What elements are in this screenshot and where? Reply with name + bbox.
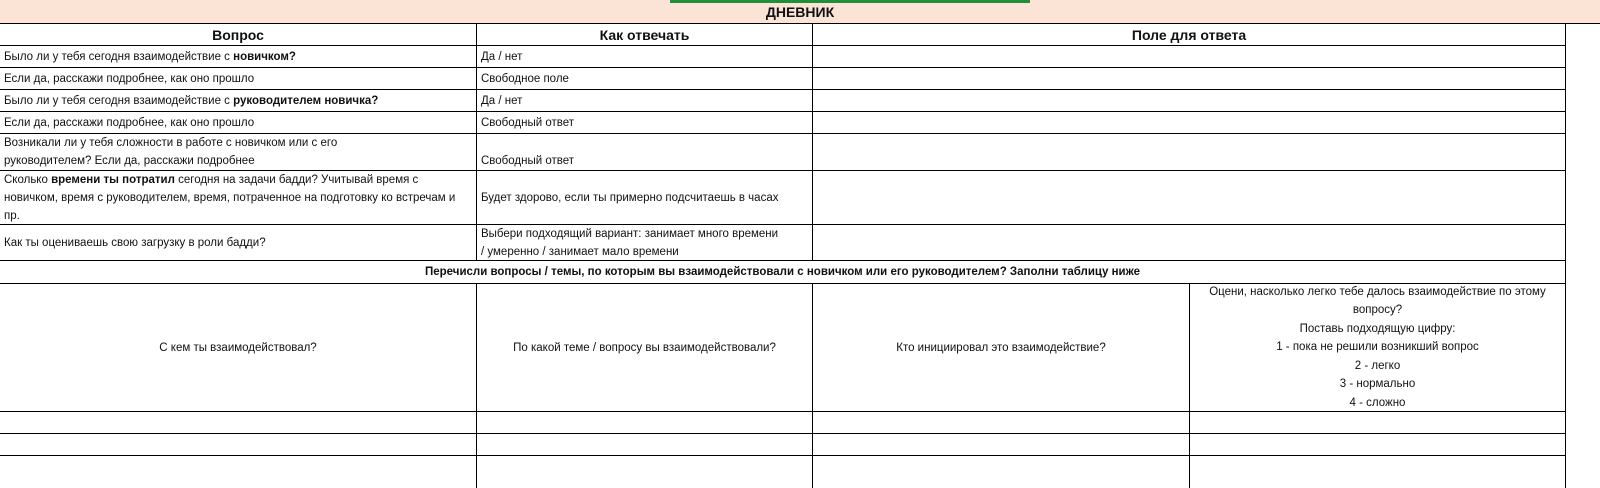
row-7-answer-cell[interactable] <box>813 225 1566 261</box>
t2-rating-option-4: 4 - сложно <box>1349 396 1406 409</box>
t2-row-1-topic[interactable] <box>477 412 813 434</box>
row-6-answer-cell[interactable] <box>813 171 1566 225</box>
row-5-how[interactable] <box>477 134 813 171</box>
row-2-how-text: Свободное поле <box>481 72 569 85</box>
row-4-how-text: Свободный ответ <box>481 116 575 129</box>
row-6-how[interactable] <box>477 171 813 225</box>
row-4-question[interactable] <box>0 112 477 134</box>
t2-rating-question: Оцени, насколько легко тебе далось взаимодействие по этому вопросу? <box>1209 285 1546 317</box>
row-3-how-text: Да / нет <box>481 94 523 107</box>
t2-row-3-initiator[interactable] <box>813 456 1190 488</box>
row-7-how-text: Выбери подходящий вариант: занимает много времени / умеренно / занимает мало времени <box>481 227 779 258</box>
t2-row-2-initiator[interactable] <box>813 434 1190 456</box>
row-5-question[interactable] <box>0 134 477 171</box>
section-instructions-text: Перечисли вопросы / темы, по которым вы взаимодействовали с новичком или его руководителем? Заполни таблицу ниже <box>424 266 1141 278</box>
header-question-label: Вопрос <box>212 26 264 43</box>
row-6-how-text: Будет здорово, если ты примерно подсчитаешь в часах <box>481 191 779 204</box>
header-answer-label: Поле для ответа <box>1131 26 1247 43</box>
row-5-how-text: Свободный ответ <box>481 155 575 167</box>
row-3-how[interactable] <box>477 90 813 112</box>
t2-row-1-with-whom[interactable] <box>0 412 477 434</box>
t2-row-3-rating[interactable] <box>1190 456 1566 488</box>
diary-title: ДНЕВНИК <box>765 3 835 20</box>
row-2-question-text: Если да, расскажи подробнее, как оно прошло <box>4 72 255 85</box>
t2-rating-option-3: 3 - нормально <box>1339 378 1416 391</box>
row-4-how[interactable] <box>477 112 813 134</box>
t2-header-initiator[interactable] <box>813 284 1190 412</box>
row-3-question-bold: руководителем новичка? <box>233 94 379 107</box>
t2-rating-option-2: 2 - легко <box>1354 359 1401 372</box>
row-4-answer-cell[interactable] <box>813 112 1566 134</box>
header-how[interactable] <box>477 24 813 46</box>
t2-header-rating[interactable] <box>1190 284 1566 412</box>
header-question[interactable] <box>0 24 477 46</box>
row-7-question-text: Как ты оцениваешь свою загрузку в роли бадди? <box>4 236 266 249</box>
diary-title-row[interactable] <box>0 0 1600 24</box>
t2-header-with-whom-text: С кем ты взаимодействовал? <box>159 341 317 354</box>
t2-row-2-topic[interactable] <box>477 434 813 456</box>
t2-row-3-topic[interactable] <box>477 456 813 488</box>
row-1-how-text: Да / нет <box>481 50 523 63</box>
row-6-question[interactable] <box>0 171 477 225</box>
t2-header-with-whom[interactable] <box>0 284 477 412</box>
t2-row-1-initiator[interactable] <box>813 412 1190 434</box>
t2-row-3-with-whom[interactable] <box>0 456 477 488</box>
header-answer[interactable] <box>813 24 1566 46</box>
row-3-answer-cell[interactable] <box>813 90 1566 112</box>
t2-header-topic[interactable] <box>477 284 813 412</box>
row-5-answer-cell[interactable] <box>813 134 1566 171</box>
row-2-question[interactable] <box>0 68 477 90</box>
row-1-question[interactable] <box>0 46 477 68</box>
selection-indicator <box>670 0 1030 3</box>
row-1-answer-cell[interactable] <box>813 46 1566 68</box>
row-6-question-text: Сколько <box>4 174 52 186</box>
t2-header-topic-text: По какой теме / вопросу вы взаимодействовали? <box>513 341 776 354</box>
section-instructions[interactable] <box>0 261 1566 284</box>
row-2-how[interactable] <box>477 68 813 90</box>
row-3-question[interactable] <box>0 90 477 112</box>
row-2-answer-cell[interactable] <box>813 68 1566 90</box>
row-4-question-text: Если да, расскажи подробнее, как оно прошло <box>4 116 255 129</box>
row-6-question-text-cont: сегодня на задачи бадди? Учитывай время с новичком, время с руководителем, время, потраченное на подготовку ко встречам и пр. <box>4 174 456 222</box>
row-3-question-text: Было ли у тебя сегодня взаимодействие с <box>4 94 234 107</box>
row-7-how[interactable] <box>477 225 813 261</box>
t2-row-2-rating[interactable] <box>1190 434 1566 456</box>
t2-rating-instruction: Поставь подходящую цифру: <box>1299 322 1456 335</box>
header-how-label: Как отвечать <box>599 26 690 43</box>
row-1-question-text: Было ли у тебя сегодня взаимодействие с <box>4 50 234 63</box>
t2-header-initiator-text: Кто инициировал это взаимодействие? <box>896 341 1106 354</box>
t2-rating-option-1: 1 - пока не решили возникший вопрос <box>1276 341 1479 354</box>
t2-row-2-with-whom[interactable] <box>0 434 477 456</box>
t2-row-1-rating[interactable] <box>1190 412 1566 434</box>
row-6-question-bold: времени ты потратил <box>51 174 175 186</box>
row-1-question-bold: новичком? <box>233 50 296 63</box>
row-7-question[interactable] <box>0 225 477 261</box>
row-5-question-text: Возникали ли у тебя сложности в работе с новичком или с его руководителем? Если да, расскажи подробнее <box>4 137 338 167</box>
row-1-how[interactable] <box>477 46 813 68</box>
